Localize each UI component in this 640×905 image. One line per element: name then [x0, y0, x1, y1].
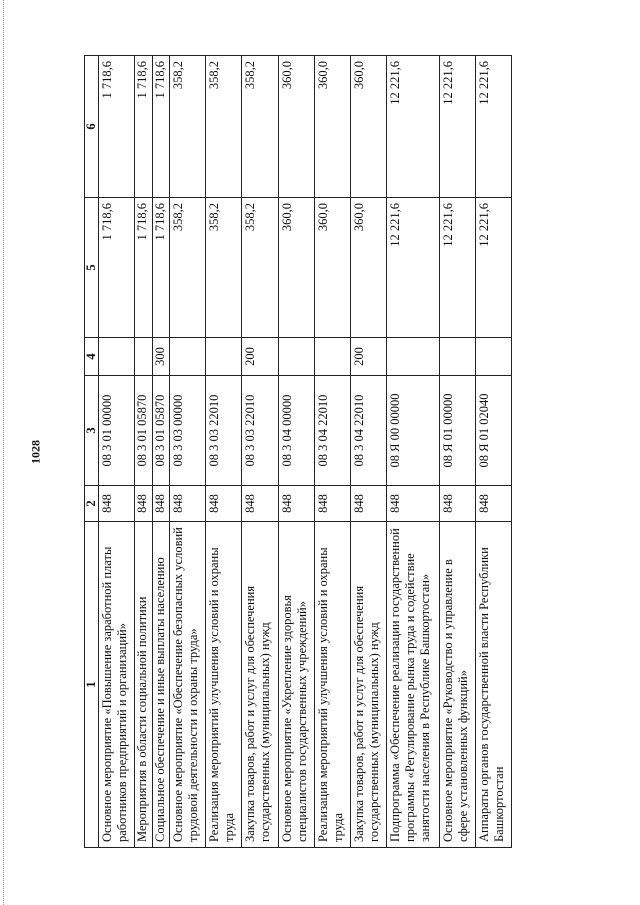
row-sum-col6: 1 718,6	[99, 56, 135, 198]
table-header-row	[85, 56, 99, 848]
header-col-4: 4	[85, 338, 99, 376]
rotated-table-wrapper	[84, 56, 512, 848]
table-row	[350, 56, 386, 848]
row-sum-col6: 358,2	[206, 56, 242, 198]
row-sum-col6: 360,0	[350, 56, 386, 198]
row-sum-col6: 358,2	[242, 56, 278, 198]
row-admin-code: 848	[242, 486, 278, 522]
row-admin-code: 848	[170, 486, 206, 522]
row-target-code: 08 3 01 05870	[135, 376, 153, 486]
header-col-2: 2	[85, 486, 99, 522]
row-name: Закупка товаров, работ и услуг для обеспечения государственных (муниципальных) нужд	[242, 522, 278, 848]
row-sum-col6: 360,0	[278, 56, 314, 198]
row-expense-type	[475, 338, 511, 376]
row-sum-col6: 1 718,6	[152, 56, 170, 198]
row-target-code: 08 3 04 22010	[314, 376, 350, 486]
row-target-code: 08 3 03 22010	[242, 376, 278, 486]
scan-edge	[3, 0, 4, 905]
row-sum-col6: 1 718,6	[135, 56, 153, 198]
row-target-code: 08 3 03 22010	[206, 376, 242, 486]
row-admin-code: 848	[278, 486, 314, 522]
row-expense-type	[99, 338, 135, 376]
row-sum-col5: 12 221,6	[475, 198, 511, 338]
row-sum-col5: 12 221,6	[387, 198, 440, 338]
row-name: Мероприятия в области социальной политики	[135, 522, 153, 848]
row-target-code: 08 3 01 00000	[99, 376, 135, 486]
table-row	[439, 56, 475, 848]
row-target-code: 08 Я 01 00000	[439, 376, 475, 486]
row-sum-col5: 360,0	[350, 198, 386, 338]
row-expense-type	[170, 338, 206, 376]
row-name: Закупка товаров, работ и услуг для обеспечения государственных (муниципальных) нужд	[350, 522, 386, 848]
row-admin-code: 848	[314, 486, 350, 522]
page-number: 1028	[28, 440, 43, 464]
row-sum-col5: 1 718,6	[99, 198, 135, 338]
row-admin-code: 848	[152, 486, 170, 522]
row-expense-type	[314, 338, 350, 376]
table-row	[206, 56, 242, 848]
row-admin-code: 848	[387, 486, 440, 522]
row-target-code: 08 3 04 22010	[350, 376, 386, 486]
row-name: Реализация мероприятий улучшения условий и охраны труда	[206, 522, 242, 848]
row-sum-col5: 360,0	[278, 198, 314, 338]
header-col-3: 3	[85, 376, 99, 486]
row-target-code: 08 3 01 05870	[152, 376, 170, 486]
table-row	[170, 56, 206, 848]
row-target-code: 08 Я 00 00000	[387, 376, 440, 486]
row-sum-col5: 1 718,6	[152, 198, 170, 338]
row-sum-col5: 358,2	[242, 198, 278, 338]
row-expense-type	[439, 338, 475, 376]
header-col-1: 1	[85, 522, 99, 848]
row-admin-code: 848	[99, 486, 135, 522]
header-col-5: 5	[85, 198, 99, 338]
row-name: Социальное обеспечение и иные выплаты населению	[152, 522, 170, 848]
row-admin-code: 848	[135, 486, 153, 522]
row-expense-type: 200	[242, 338, 278, 376]
row-admin-code: 848	[206, 486, 242, 522]
table-row	[99, 56, 135, 848]
row-target-code: 08 Я 01 02040	[475, 376, 511, 486]
row-expense-type	[135, 338, 153, 376]
row-expense-type: 200	[350, 338, 386, 376]
table-row	[387, 56, 440, 848]
table-row	[135, 56, 153, 848]
row-name: Аппараты органов государственной власти Республики Башкортостан	[475, 522, 511, 848]
row-sum-col5: 358,2	[170, 198, 206, 338]
row-admin-code: 848	[439, 486, 475, 522]
row-target-code: 08 3 04 00000	[278, 376, 314, 486]
row-sum-col6: 12 221,6	[439, 56, 475, 198]
row-admin-code: 848	[350, 486, 386, 522]
row-sum-col6: 12 221,6	[475, 56, 511, 198]
table-row	[475, 56, 511, 848]
header-col-6: 6	[85, 56, 99, 198]
row-sum-col6: 360,0	[314, 56, 350, 198]
row-name: Основное мероприятие «Обеспечение безопасных условий трудовой деятельности и охраны труда»	[170, 522, 206, 848]
row-name: Основное мероприятие «Укрепление здоровья специалистов государственных учреждений»	[278, 522, 314, 848]
row-sum-col5: 360,0	[314, 198, 350, 338]
row-name: Реализация мероприятий улучшения условий и охраны труда	[314, 522, 350, 848]
row-name: Основное мероприятие «Повышение заработной платы работников предприятий и организаций»	[99, 522, 135, 848]
table-row	[278, 56, 314, 848]
table-row	[314, 56, 350, 848]
row-admin-code: 848	[475, 486, 511, 522]
row-sum-col6: 358,2	[170, 56, 206, 198]
row-sum-col6: 12 221,6	[387, 56, 440, 198]
table-row	[242, 56, 278, 848]
budget-table	[84, 55, 512, 848]
row-name: Основное мероприятие «Руководство и управление в сфере установленных функций»	[439, 522, 475, 848]
row-sum-col5: 12 221,6	[439, 198, 475, 338]
row-target-code: 08 3 03 00000	[170, 376, 206, 486]
row-expense-type	[206, 338, 242, 376]
row-expense-type	[278, 338, 314, 376]
row-sum-col5: 358,2	[206, 198, 242, 338]
row-expense-type: 300	[152, 338, 170, 376]
row-sum-col5: 1 718,6	[135, 198, 153, 338]
row-expense-type	[387, 338, 440, 376]
row-name: Подпрограмма «Обеспечение реализации государственной программы «Регулирование рынка труда и содействие занятости населения в Республике Башкортостан»	[387, 522, 440, 848]
table-row	[152, 56, 170, 848]
